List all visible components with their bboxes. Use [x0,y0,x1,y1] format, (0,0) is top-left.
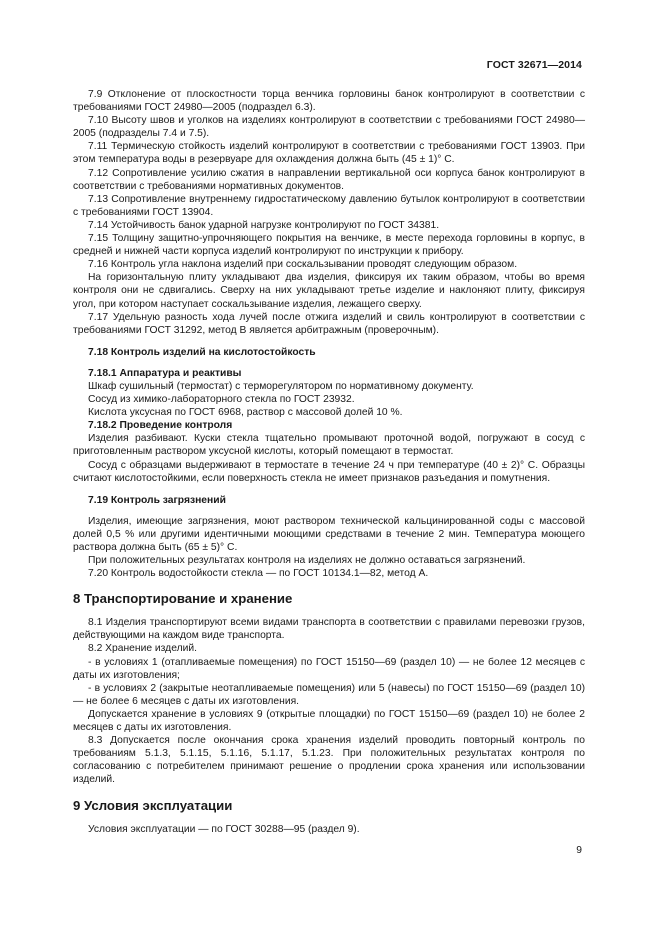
paragraph-8-2: 8.2 Хранение изделий. [88,643,197,655]
paragraph-9-body: Условия эксплуатации — по ГОСТ 30288—95 (раздел 9). [88,823,360,835]
paragraph-8-1: 8.1 Изделия транспортируют всеми видами транспорта в соответствии с правилами перевозки грузов, действующими на каждом виде транспорта. [73,617,585,642]
paragraph-8-3: 8.3 Допускается после окончания срока хранения изделий проводить повторный контроль по требованиям 5.1.3, 5.1.15, 5.1.16, 5.1.17, 5.1.23. При положительных результатах контроля по согласованию с потребителем принимают решение о продлении срока хранения или использовании изделий. [73,735,585,786]
storage-open-area: Допускается хранение в условиях 9 (открытые площадки) по ГОСТ 15150—69 (раздел 10) не более 2 месяцев с даты их изготовления. [73,708,585,734]
paragraph-7-10: 7.10 Высоту швов и уголков на изделиях контролируют в соответствии с требованиями ГОСТ 24980—2005 (подразделы 7.4 и 7.5). [73,115,585,140]
equipment-item: Сосуд из химико-лабораторного стекла по ГОСТ 23932. [88,394,355,406]
paragraph-7-19-result: При положительных результатах контроля на изделиях не должно оставаться загрязнений. [88,555,526,567]
section-9-title: 9 Условия эксплуатации [73,797,233,813]
subsection-7-19-title: 7.19 Контроль загрязнений [88,494,226,506]
subsection-7-18-1-title: 7.18.1 Аппаратура и реактивы [88,367,242,379]
section-8-title: 8 Транспортирование и хранение [73,591,293,607]
equipment-item: Кислота уксусная по ГОСТ 6968, раствор с массовой долей 10 %. [88,407,403,419]
subsection-7-18-title: 7.18 Контроль изделий на кислотостойкость [88,346,316,358]
paragraph-7-16: 7.16 Контроль угла наклона изделий при соскальзывании проводят следующим образом. [88,259,518,271]
procedure-paragraph: Сосуд с образцами выдерживают в термостате в течение 24 ч при температуре (40 ± 2)° С. Образцы считают кислотостойкими, если поверхность стекла не имеет признаков разъедания и помутнения. [73,459,585,484]
paragraph-7-13: 7.13 Сопротивление внутреннему гидростатическому давлению бутылок контролируют в соответствии с требованиями ГОСТ 13904. [73,193,585,218]
paragraph-7-17: 7.17 Удельную разность хода лучей после отжига изделий и свиль контролируют в соответствии с требованиями ГОСТ 31292, метод В является арбитражным (проверочным). [73,311,585,336]
page-content [73,88,585,836]
storage-condition-item: - в условиях 2 (закрытые неотапливаемые помещения) или 5 (навесы) по ГОСТ 15150—69 (раздел 10) — не более 6 месяцев с даты их изготовления. [73,682,585,707]
paragraph-7-14: 7.14 Устойчивость банок ударной нагрузке контролируют по ГОСТ 34381. [88,219,440,231]
paragraph-7-11: 7.11 Термическую стойкость изделий контролируют в соответствии с требованиями ГОСТ 13903. При этом температура воды в резервуаре для охлаждения должна быть (45 ± 1)° С. [73,141,585,166]
equipment-item: Шкаф сушильный (термостат) с терморегулятором по нормативному документу. [88,380,474,392]
paragraph-7-19-body: Изделия, имеющие загрязнения, моют раствором технической кальцинированной соды с массовой долей 0,5 % или другими идентичными моющими средствами в течение 2 мин. Температура моющего раствора должна быть (65 ± 5)° С. [73,515,585,553]
procedure-paragraph: Изделия разбивают. Куски стекла тщательно промывают проточной водой, погружают в сосуд с приготовленным раствором уксусной кислоты, который помещают в термостат. [73,433,585,458]
paragraph-7-9: 7.9 Отклонение от плоскостности торца венчика горловины банок контролируют в соответствии с требованиями ГОСТ 24980—2005 (подраздел 6.3). [73,89,585,114]
storage-condition-item: - в условиях 1 (отапливаемые помещения) по ГОСТ 15150—69 (раздел 10) — не более 12 месяцев с даты их изготовления; [73,656,585,681]
page-number: 9 [576,845,582,856]
paragraph-7-12: 7.12 Сопротивление усилию сжатия в направлении вертикальной оси корпуса банок контролируют в соответствии с требованиями нормативных документов. [73,167,585,192]
paragraph-7-16-method: На горизонтальную плиту укладывают два изделия, фиксируя их таким образом, чтобы во время контроля они не сдвигались. Сверху на них укладывают третье изделие и наклоняют плиту, фиксируя угол, при котором наступает соскальзывание изделия, лежащего сверху. [73,272,585,310]
subsection-7-18-2-title: 7.18.2 Проведение контроля [88,420,233,432]
paragraph-7-15: 7.15 Толщину защитно-упрочняющего покрытия на венчике, в месте перехода горловины в корпус, в средней и нижней части корпуса изделий контролируют по инструкции к прибору. [73,233,585,258]
document-id-header: ГОСТ 32671—2014 [486,59,582,71]
paragraph-7-20: 7.20 Контроль водостойкости стекла — по ГОСТ 10134.1—82, метод А. [88,568,429,580]
